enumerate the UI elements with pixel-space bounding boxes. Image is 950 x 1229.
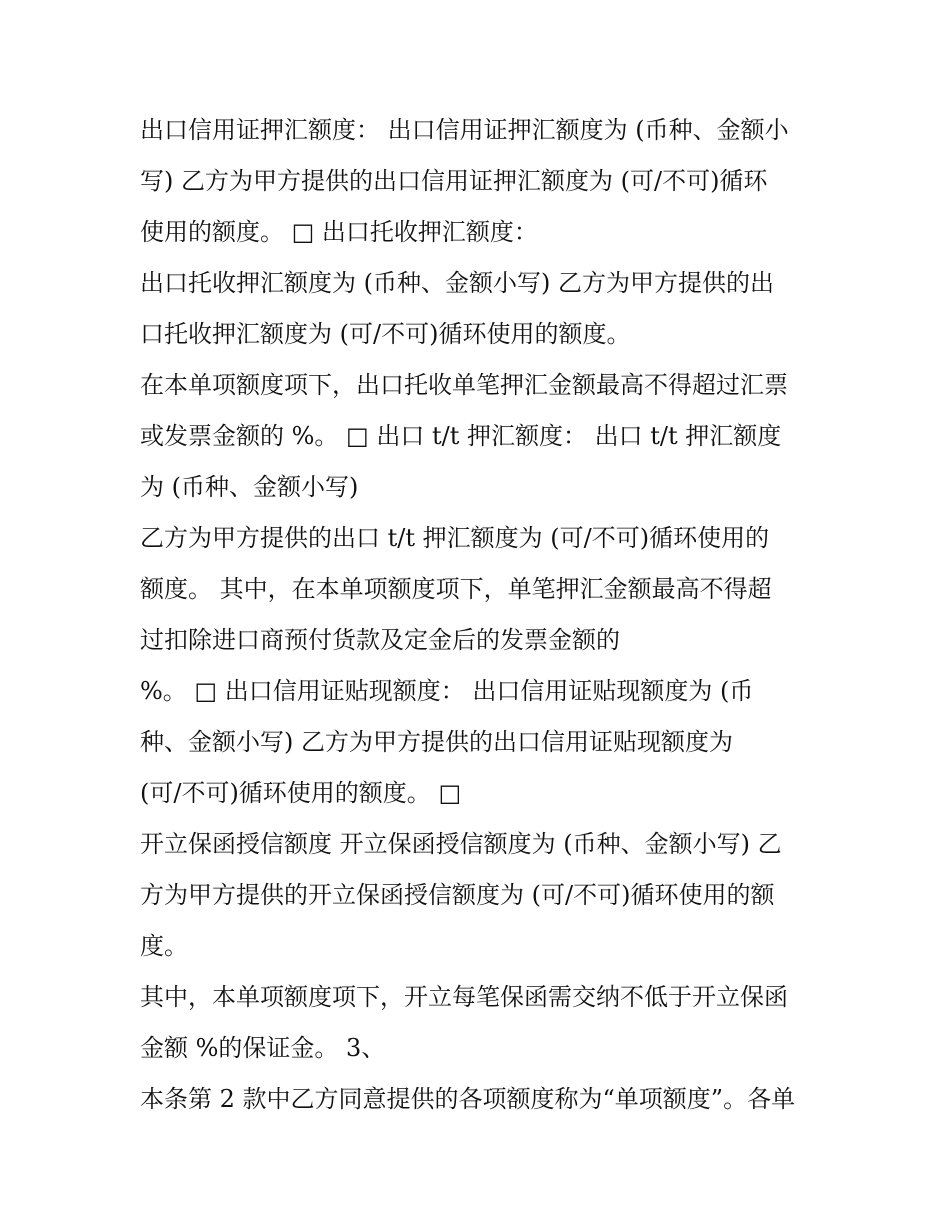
text-line: 本条第 2 款中乙方同意提供的各项额度称为“单项额度”。各单 <box>140 1085 796 1113</box>
text-line: 种、金额小写) 乙方为甲方提供的出口信用证贴现额度为 <box>140 728 733 756</box>
text-line: 金额 %的保证金。 3、 <box>140 1034 386 1062</box>
text-line: 度。 <box>140 932 188 960</box>
text-line: 口托收押汇额度为 (可/不可)循环使用的额度。 <box>140 320 631 348</box>
text-line: 在本单项额度项下，出口托收单笔押汇金额最高不得超过汇票 <box>140 371 788 399</box>
text-line: 使用的额度。 □ 出口托收押汇额度： <box>140 218 538 246</box>
text-line: 出口信用证押汇额度： 出口信用证押汇额度为 (币种、金额小 <box>140 116 789 144</box>
text-line: (可/不可)循环使用的额度。 □ <box>140 779 462 807</box>
text-line: 或发票金额的 %。 □ 出口 t/t 押汇额度： 出口 t/t 押汇额度 <box>140 422 782 450</box>
text-line: 出口托收押汇额度为 (币种、金额小写) 乙方为甲方提供的出 <box>140 269 774 297</box>
text-line: 写) 乙方为甲方提供的出口信用证押汇额度为 (可/不可)循环 <box>140 167 768 195</box>
text-line: 过扣除进口商预付货款及定金后的发票金额的 <box>140 626 620 654</box>
text-line: 开立保函授信额度 开立保函授信额度为 (币种、金额小写) 乙 <box>140 830 782 858</box>
text-line: 方为甲方提供的开立保函授信额度为 (可/不可)循环使用的额 <box>140 881 775 909</box>
text-line: 其中，本单项额度项下，开立每笔保函需交纳不低于开立保函 <box>140 983 788 1011</box>
text-line: %。 □ 出口信用证贴现额度： 出口信用证贴现额度为 (币 <box>140 677 754 705</box>
text-line: 为 (币种、金额小写) <box>140 473 359 501</box>
text-line: 乙方为甲方提供的出口 t/t 押汇额度为 (可/不可)循环使用的 <box>140 524 770 552</box>
text-line: 额度。 其中，在本单项额度项下，单笔押汇金额最高不得超 <box>140 575 772 603</box>
document-body <box>140 105 830 1125</box>
